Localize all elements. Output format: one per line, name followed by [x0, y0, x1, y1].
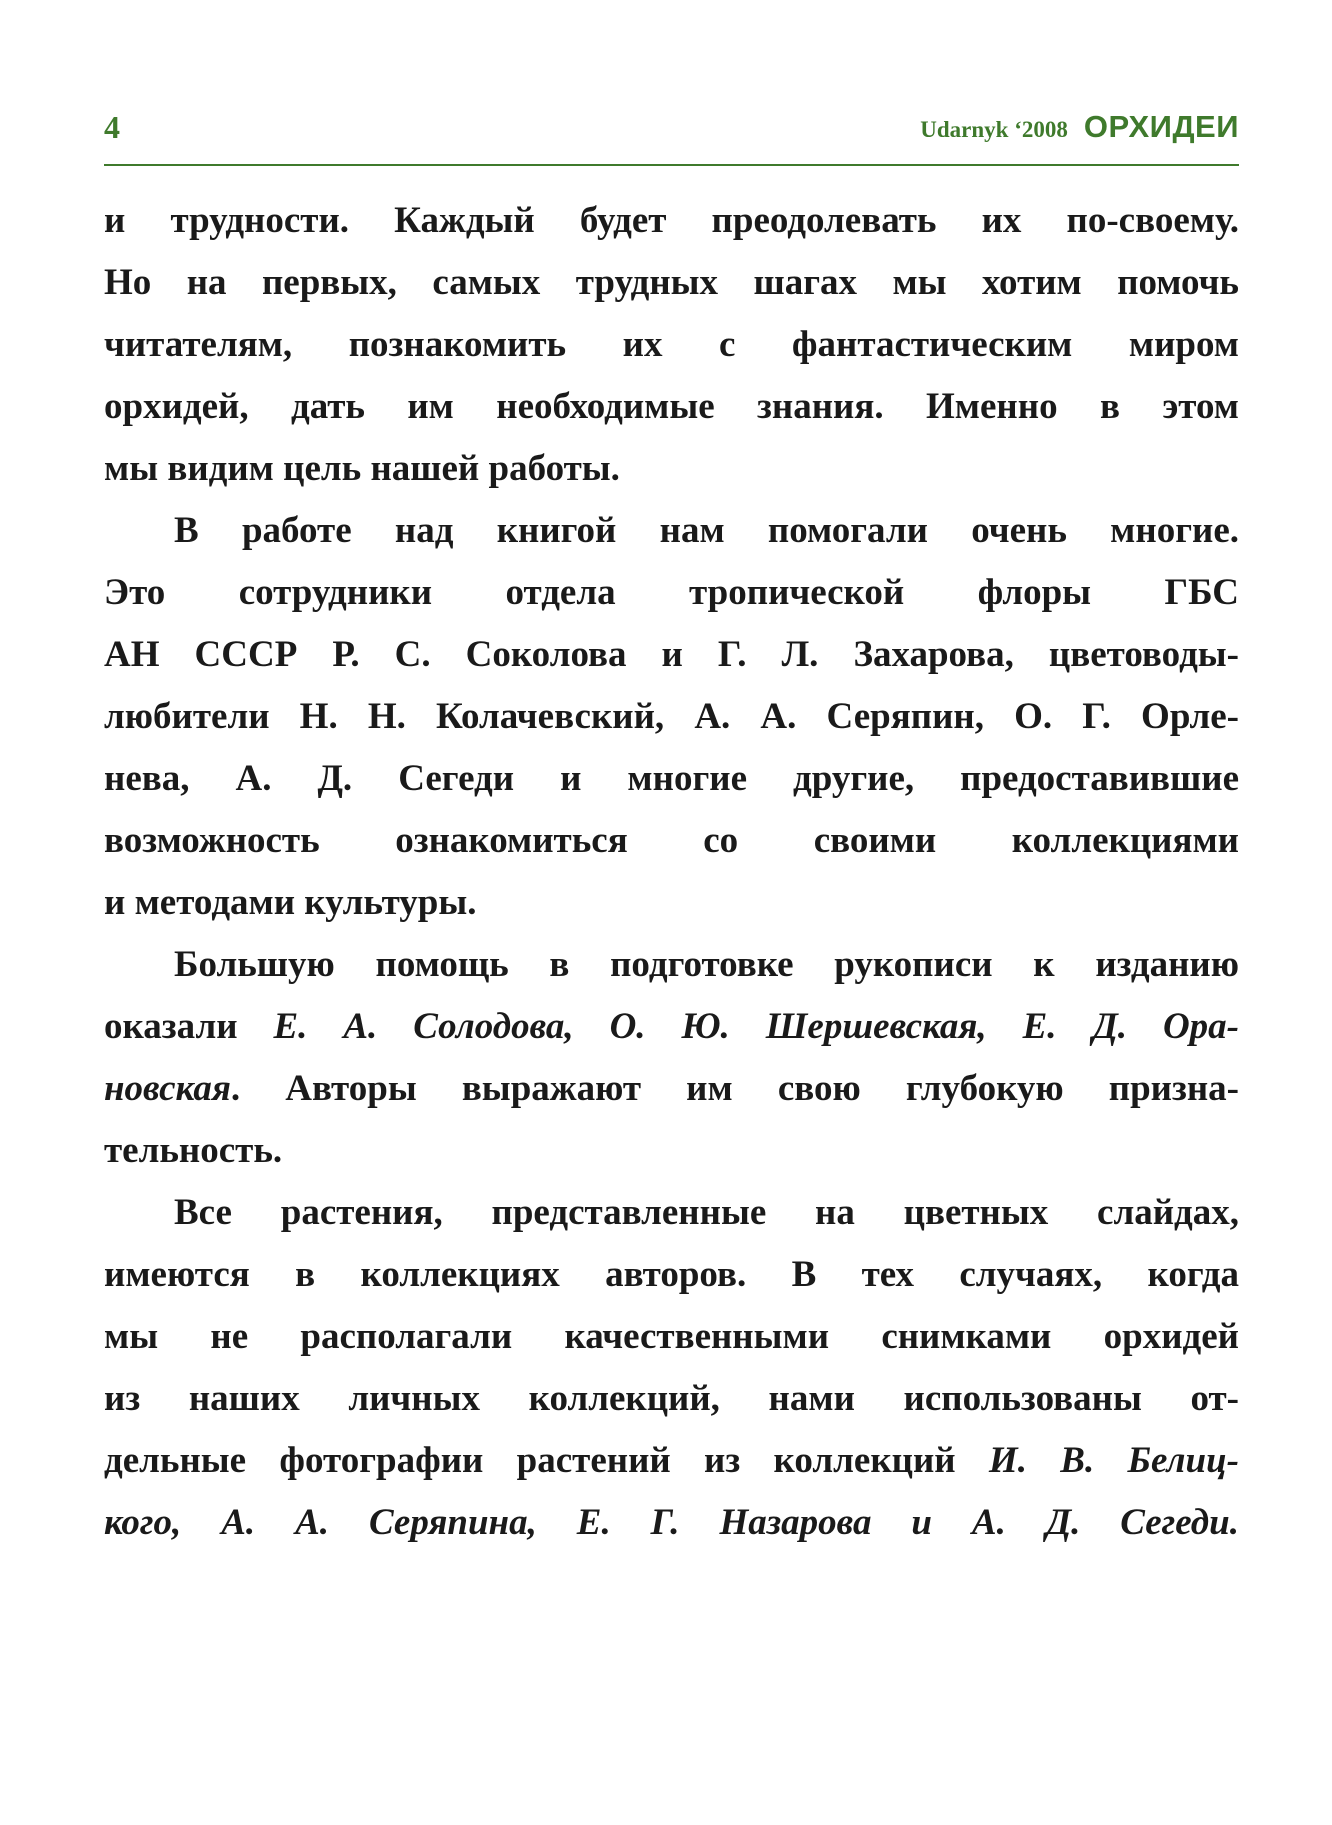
- text-line: из наших личных коллекций, нами использованы от-: [104, 1378, 1239, 1419]
- text-line: возможность ознакомиться со своими коллекциями: [104, 820, 1239, 861]
- italic-names: Е. А. Солодова, О. Ю. Шершевская, Е. Д. Ора-: [273, 1006, 1240, 1047]
- text-run: . Авторы выражают им свою глубокую призна-: [230, 1068, 1239, 1109]
- text-line: читателям, познакомить их с фантастическим миром: [104, 324, 1239, 365]
- text-line: кого, А. А. Серяпина, Е. Г. Назарова и А. Д. Сегеди.: [104, 1502, 1239, 1543]
- text-line: Большую помощь в подготовке рукописи к изданию: [174, 944, 1239, 985]
- text-run: оказали: [104, 1006, 274, 1047]
- book-title: ОРХИДЕИ: [1083, 109, 1239, 144]
- paragraph-3: [104, 934, 1239, 1182]
- paragraph-4: [104, 1182, 1239, 1554]
- text-line: АН СССР Р. С. Соколова и Г. Л. Захарова, цветоводы-: [104, 634, 1239, 675]
- text-line: и методами культуры.: [104, 882, 477, 923]
- text-line: Это сотрудники отдела тропической флоры ГБС: [104, 572, 1239, 613]
- paragraph-2: [104, 500, 1239, 934]
- text-line: любители Н. Н. Колачевский, А. А. Серяпин, О. Г. Орле-: [104, 696, 1239, 737]
- text-line: мы видим цель нашей работы.: [104, 448, 620, 489]
- body-text: [104, 190, 1239, 1554]
- text-line: [104, 1058, 1239, 1120]
- text-run: дельные фотографии растений из коллекций: [104, 1440, 989, 1481]
- imprint-label: Udarnyk ‘2008: [920, 117, 1068, 142]
- italic-names: И. В. Белиц-: [988, 1440, 1239, 1481]
- running-head: [104, 104, 1239, 150]
- text-line: Но на первых, самых трудных шагах мы хотим помочь: [104, 262, 1239, 303]
- text-line: тельность.: [104, 1130, 283, 1171]
- text-line: [104, 1430, 1239, 1492]
- text-line: [104, 996, 1239, 1058]
- page-number: 4: [104, 109, 120, 145]
- italic-names: новская: [104, 1068, 231, 1109]
- text-line: орхидей, дать им необходимые знания. Именно в этом: [104, 386, 1239, 427]
- text-line: мы не располагали качественными снимками орхидей: [104, 1316, 1239, 1357]
- text-line: нева, А. Д. Сегеди и многие другие, предоставившие: [104, 758, 1239, 799]
- text-line: имеются в коллекциях авторов. В тех случаях, когда: [104, 1254, 1239, 1295]
- paragraph-1: [104, 190, 1239, 500]
- text-line: Все растения, представленные на цветных слайдах,: [174, 1192, 1239, 1233]
- running-head-right: [920, 104, 1239, 156]
- text-line: В работе над книгой нам помогали очень многие.: [174, 510, 1239, 551]
- text-line: и трудности. Каждый будет преодолевать их по-своему.: [104, 200, 1239, 241]
- header-rule: [104, 164, 1239, 166]
